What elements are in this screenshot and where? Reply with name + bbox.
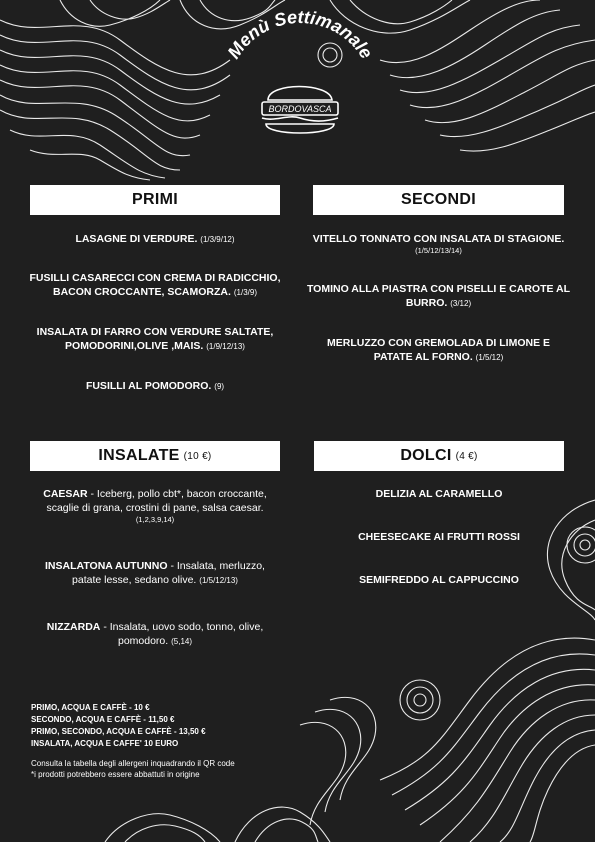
combo-price: SECONDO, ACQUA E CAFFÈ - 11,50 €	[31, 715, 175, 724]
primi-item-4: FUSILLI AL POMODORO. (9)	[85, 380, 225, 392]
section-primi-title: PRIMI	[132, 191, 178, 208]
section-insalate-price: (10 €)	[183, 450, 212, 462]
menu-title: Menù Settimanale	[223, 6, 377, 63]
combo-price: PRIMO, ACQUA E CAFFÈ - 10 €	[31, 703, 150, 712]
insalate-item-1: CAESAR - Iceberg, pollo cbt*, bacon croccante, scaglie di grana, crostini di pane, salsa caesar. (1,2,3,9,14)	[43, 488, 267, 524]
secondi-item-1: VITELLO TONNATO CON INSALATA DI STAGIONE. (1/5/12/13/14)	[312, 233, 565, 255]
dolci-item-2: CHEESECAKE AI FRUTTI ROSSI	[358, 531, 520, 543]
brand-name: BORDOVASCA	[268, 104, 332, 114]
secondi-item-2: TOMINO ALLA PIASTRA CON PISELLI E CAROTE AL BURRO. (3/12)	[306, 283, 571, 309]
section-dolci-price: (4 €)	[455, 450, 478, 462]
section-secondi-title: SECONDI	[401, 191, 476, 208]
allergen-note: Consulta la tabella degli allergeni inquadrando il QR code	[31, 759, 235, 768]
combo-price: INSALATA, ACQUA E CAFFE' 10 EURO	[31, 739, 179, 748]
secondi-item-3: MERLUZZO CON GREMOLADA DI LIMONE E PATATE AL FORNO. (1/5/12)	[326, 337, 551, 363]
menu-header	[0, 0, 595, 175]
dolci-item-1: DELIZIA AL CARAMELLO	[375, 488, 503, 500]
primi-item-2: FUSILLI CASARECCI CON CREMA DI RADICCHIO, BACON CROCCANTE, SCAMORZA. (1/3/9)	[29, 272, 281, 298]
footer-info	[31, 702, 235, 780]
section-dolci-title: DOLCI	[400, 447, 452, 464]
combo-price: PRIMO, SECONDO, ACQUA E CAFFÈ - 13,50 €	[31, 727, 206, 736]
section-insalate-header	[30, 441, 280, 471]
insalate-item-2: INSALATONA AUTUNNO - Insalata, merluzzo, patate lesse, sedano olive. (1/5/12/13)	[45, 560, 265, 586]
section-secondi-header	[313, 185, 564, 215]
frozen-note: *i prodotti potrebbero essere abbattuti in origine	[31, 770, 200, 779]
primi-item-3: INSALATA DI FARRO CON VERDURE SALTATE, POMODORINI,OLIVE ,MAIS. (1/9/12/13)	[36, 326, 274, 352]
dolci-item-3: SEMIFREDDO AL CAPPUCCINO	[359, 574, 519, 586]
section-dolci-header	[314, 441, 564, 471]
section-insalate-title: INSALATE	[98, 447, 180, 464]
insalate-item-3: NIZZARDA - Insalata, uovo sodo, tonno, olive, pomodoro. (5,14)	[46, 621, 264, 647]
section-primi-header	[30, 185, 280, 215]
primi-item-1: LASAGNE DI VERDURE. (1/3/9/12)	[75, 233, 235, 245]
